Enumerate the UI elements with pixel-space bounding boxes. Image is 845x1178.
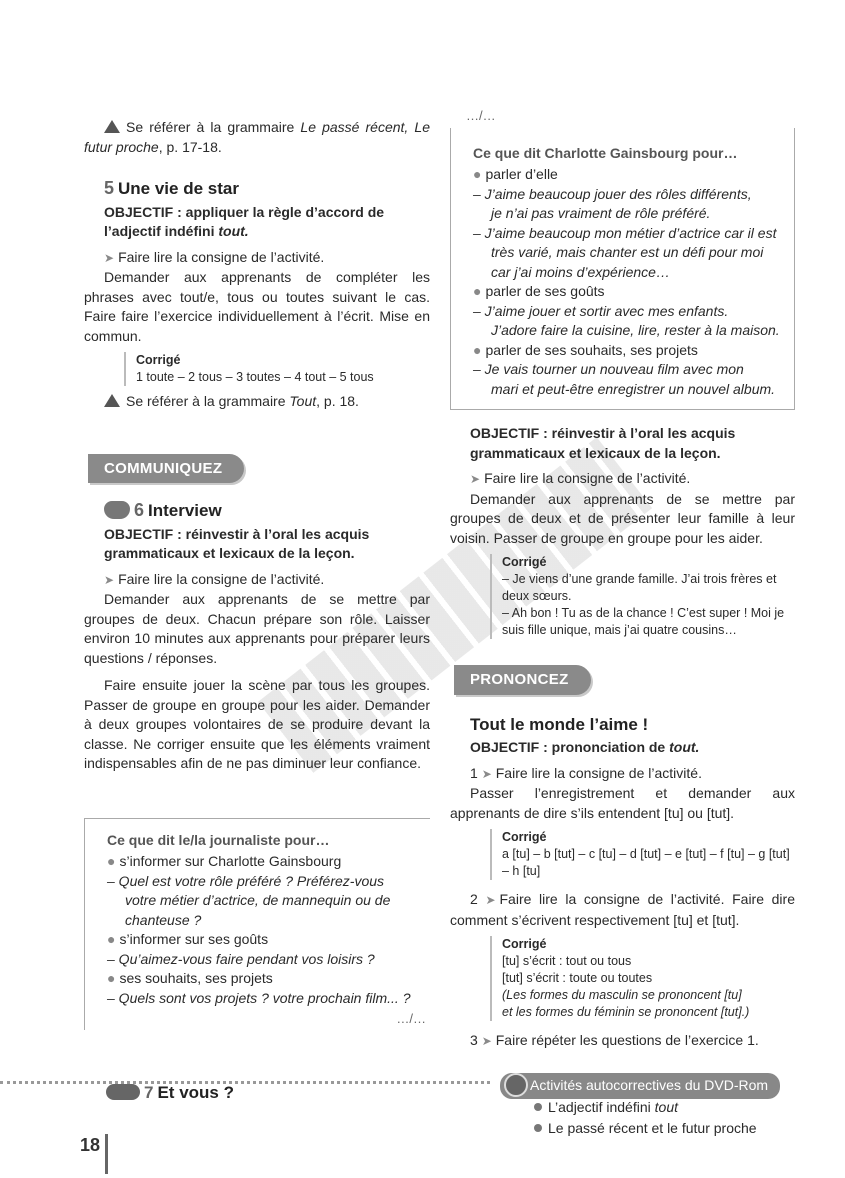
right-column: …/… Ce que dit Charlotte Gainsbourg pour… ● parler d’elle – J’aime beaucoup jouer des rôles différents, je n’ai pas vraiment de rôle préféré. – J’aime beaucoup mon métier d’actrice car il est très varié, mais chanter est un défi pour moi car j’ai moins d’expérience… ● parler de ses goûts – J’aime jouer et sortir avec mes enfants. J’adore faire la cuisine, lire, rester à la maison. ● parler de ses souhaits, ses projets – Je vais tourner un nouveau film avec mon mari et peut-être enregistrer un nouvel album. OBJECTIF : réinvestir à l’oral les acquis grammaticaux et lexicaux de la leçon. ➤ Faire lire la consigne de l’activité. Demander aux apprenants de se mettre par groupes de deux et de présenter leur famille à leur voisin. Passer de groupe en groupe pour les aider. Corrigé – Je viens d’une grande famille. J’ai trois frères et deux sœurs. – Ah bon ! Tu as de la chance ! C’est super ! Moi je suis fille unique, mais j’ai quatre cousins… PRONONCEZ Tout le monde l’aime ! OBJECTIF : prononciation de tout. 1 ➤ Faire lire la consigne de l’activité. Passer l’enregistrement et demander aux apprenants de dire s’ils entendent [tu] ou [tut]. Corrigé a [tu] – b [tut] – c [tu] – d [tut] – e [tut] – f [tu] – g [tut] – h [tu] 2 ➤ Faire lire la consigne de l’activité. Faire dire comment s’écrivent respectivement [tu] et [tut]. Corrigé [tu] s’écrit : tout ou tous [tut] s’écrit : toute ou toutes (Les formes du masculin se prononcent [tu] et les formes du féminin se prononcent [tut].) 3 ➤ Faire répéter les questions de l’exercice 1.: [450, 106, 795, 1052]
arrow-icon: ➤: [485, 893, 496, 907]
left-column: [84, 118, 430, 1030]
activity-5-objective: OBJECTIF : appliquer la règle d’accord de l’adjectif indéfini tout.: [104, 203, 385, 239]
pronunciation-step-2: 2 ➤ Faire lire la consigne de l’activité. Faire dire comment s’écrivent respectivement [tu] et [tut].: [450, 891, 795, 928]
activity-5-heading: 5 Une vie de star: [104, 178, 239, 198]
theatre-mask-icon: [104, 501, 130, 519]
pronunciation-corrige-2: Corrigé [tu] s’écrit : tout ou tous [tut] s’écrit : toute ou toutes (Les formes du masculin se prononcent [tu] et les formes du féminin se prononcent [tut].): [490, 936, 795, 1021]
pronunciation-objective: OBJECTIF : prononciation de tout.: [470, 739, 700, 755]
bullet-icon: [534, 1103, 542, 1111]
warning-icon: [104, 394, 120, 407]
grammar-reference-2: Se référer à la grammaire Tout, p. 18.: [84, 392, 430, 412]
activity-6-step: ➤ Faire lire la consigne de l’activité.: [104, 570, 325, 587]
arrow-icon: ➤: [481, 1034, 492, 1048]
activity-6-corrige: Corrigé – Je viens d’une grande famille. J’ai trois frères et deux sœurs. – Ah bon ! Tu as de la chance ! C’est super ! Moi je suis fille unique, mais j’ai quatre cousins…: [490, 554, 795, 639]
pronunciation-heading: Tout le monde l’aime !: [470, 714, 649, 734]
activity-6-objective-2: OBJECTIF : réinvestir à l’oral les acquis grammaticaux et lexicaux de la leçon.: [470, 425, 736, 461]
page-number: 18: [80, 1135, 101, 1155]
pronunciation-corrige-1: Corrigé a [tu] – b [tut] – c [tu] – d [tut] – e [tut] – f [tu] – g [tut] – h [tu]: [490, 829, 795, 880]
speech-icon: [106, 1084, 140, 1100]
dvd-activity-list: [534, 1097, 757, 1139]
activity-6-paragraph-1: Demander aux apprenants de se mettre par groupes de deux. Chacun prépare son rôle. Laisser environ 10 minutes aux apprenants pour préparer leurs questions / réponses.: [84, 591, 430, 666]
bullet-icon: [534, 1124, 542, 1132]
section-communiquez: COMMUNIQUEZ: [88, 454, 430, 484]
dvd-icon: [504, 1073, 528, 1097]
activity-7-heading: 7 Et vous ?: [106, 1083, 234, 1103]
charlotte-box: Ce que dit Charlotte Gainsbourg pour… ● parler d’elle – J’aime beaucoup jouer des rôles différents, je n’ai pas vraiment de rôle préféré. – J’aime beaucoup mon métier d’actrice car il est très varié, mais chanter est un défi pour moi car j’ai moins d’expérience… ● parler de ses goûts – J’aime jouer et sortir avec mes enfants. J’adore faire la cuisine, lire, rester à la maison. ● parler de ses souhaits, ses projets – Je vais tourner un nouveau film avec mon mari et peut-être enregistrer un nouvel album.: [450, 128, 795, 411]
pronunciation-step-1: 1 ➤ Faire lire la consigne de l’activité.: [470, 764, 702, 781]
activity-5-instructions: Demander aux apprenants de compléter les phrases avec tout/e, tous ou toutes suivant le cas. Faire faire l’exercice individuellement à l’écrit. Mise en commun.: [84, 269, 430, 344]
activity-6-paragraph-2: Faire ensuite jouer la scène par tous les groupes. Passer de groupe en groupe pour les aider. Demander à deux groupes volontaires de se produire devant la classe. Ne corriger ensuite que les éléments vraiment indispensables afin de ne pas diminuer leur confiance.: [84, 677, 430, 771]
warning-icon: [104, 120, 120, 133]
arrow-icon: ➤: [481, 766, 492, 781]
activity-6-heading: 6 Interview: [104, 501, 430, 521]
section-prononcez: PRONONCEZ: [454, 665, 795, 695]
activity-5-corrige: Corrigé 1 toute – 2 tous – 3 toutes – 4 tout – 5 tous: [124, 352, 430, 386]
activity-6-step-2: ➤ Faire lire la consigne de l’activité.: [470, 470, 691, 486]
activity-6-instructions-2: Demander aux apprenants de se mettre par groupes de deux et de présenter leur famille à leur voisin. Passer de groupe en groupe pour les aider.: [450, 490, 795, 546]
arrow-icon: ➤: [104, 572, 115, 587]
activity-6-objective: OBJECTIF : réinvestir à l’oral les acquis grammaticaux et lexicaux de la leçon.: [104, 525, 370, 561]
page-number-bar: [105, 1134, 108, 1174]
arrow-icon: ➤: [104, 250, 115, 265]
activity-5-step: ➤ Faire lire la consigne de l’activité.: [104, 248, 325, 265]
arrow-icon: ➤: [470, 472, 481, 486]
grammar-reference-1: Se référer à la grammaire Le passé récent, Le futur proche, p. 17-18.: [84, 119, 430, 155]
dvd-banner: Activités autocorrectives du DVD-Rom: [500, 1073, 780, 1099]
pronunciation-step-3: 3 ➤ Faire répéter les questions de l’exercice 1.: [470, 1032, 759, 1048]
journalist-box: Ce que dit le/la journaliste pour… ● s’informer sur Charlotte Gainsbourg – Quel est votre rôle préféré ? Préférez-vous votre métier d’actrice, de mannequin ou de chanteuse ? ● s’informer sur ses goûts – Qu’aimez-vous faire pendant vos loisirs ? ● ses souhaits, ses projets – Quels sont vos projets ? votre prochain film... ? …/…: [84, 818, 430, 1031]
pronunciation-instructions-1: Passer l’enregistrement et demander aux apprenants de dire s’ils entendent [tu] ou [tut].: [450, 785, 795, 821]
dvd-item-2[interactable]: Le passé récent et le futur proche: [534, 1118, 757, 1139]
dotted-divider: [0, 1081, 490, 1084]
dvd-item-1[interactable]: L’adjectif indéfini tout: [534, 1097, 757, 1118]
